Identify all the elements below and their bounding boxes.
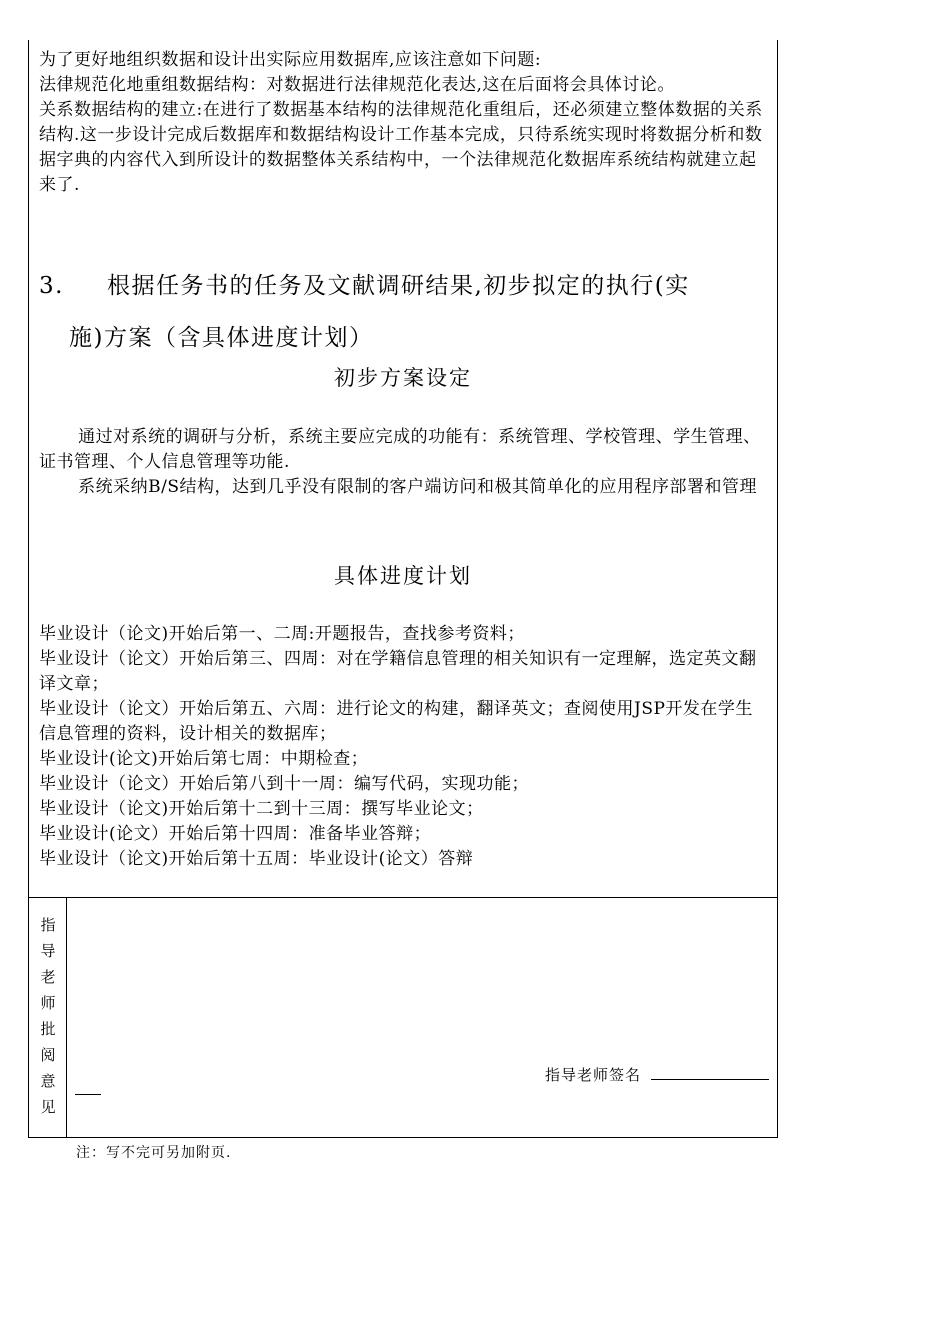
section-title-line2: 施)方案（含具体进度计划） <box>69 325 374 351</box>
section-number: 3. <box>39 273 64 299</box>
plan-item: 毕业设计(论文)开始后第七周：中期检查； <box>39 749 369 769</box>
review-label-char: 见 <box>40 1098 56 1116</box>
signature-label: 指导老师签名 <box>544 1066 641 1084</box>
review-row <box>29 898 777 1138</box>
review-label-char: 师 <box>40 994 56 1012</box>
review-label-char: 阅 <box>40 1046 56 1064</box>
plan-item: 毕业设计（论文)开始后第十五周：毕业设计(论文）答辩 <box>39 849 474 869</box>
scheme-paragraph: 系统采纳B/S结构，达到几乎没有限制的客户端访问和极其简单化的应用程序部署和管理 <box>78 477 757 497</box>
section-title-line1: 根据任务书的任务及文献调研结果,初步拟定的执行(实 <box>107 273 690 299</box>
scheme-block <box>29 425 777 500</box>
scheme-paragraph: 通过对系统的调研与分析，系统主要应完成的功能有：系统管理、学校管理、学生管理、证书管理、个人信息管理等功能. <box>39 427 761 472</box>
signature-line-continuation <box>75 1094 101 1095</box>
plan-item: 毕业设计(论文）开始后第十四周：准备毕业答辩； <box>39 824 432 844</box>
intro-line: 为了更好地组织数据和设计出实际应用数据库,应该注意如下问题: <box>39 50 542 70</box>
review-label-char: 老 <box>40 968 56 986</box>
intro-block <box>29 48 777 198</box>
plan-item: 毕业设计（论文)开始后第十二到十三周：撰写毕业论文； <box>39 799 484 819</box>
review-label-cell <box>29 898 67 1138</box>
scheme-title: 初步方案设定 <box>334 366 472 390</box>
review-label <box>29 912 67 1120</box>
plan-item: 毕业设计（论文）开始后第三、四周：对在学籍信息管理的相关知识有一定理解，选定英文翻译文章； <box>39 649 757 694</box>
signature-line[interactable] <box>651 1067 769 1080</box>
plan-item: 毕业设计（论文）开始后第八到十一周：编写代码，实现功能； <box>39 774 529 794</box>
content-cell <box>29 40 777 898</box>
plan-item: 毕业设计（论文）开始后第五、六周：进行论文的构建，翻译英文；查阅使用JSP开发在学生信息管理的资料，设计相关的数据库； <box>39 699 753 744</box>
plan-item: 毕业设计（论文)开始后第一、二周:开题报告，查找参考资料； <box>39 624 525 644</box>
plan-list <box>29 622 777 872</box>
section-3-heading <box>39 260 767 364</box>
review-label-char: 导 <box>40 942 56 960</box>
review-label-char: 指 <box>40 916 56 934</box>
plan-title: 具体进度计划 <box>334 564 472 588</box>
intro-line: 法律规范化地重组数据结构：对数据进行法律规范化表达,这在后面将会具体讨论。 <box>39 75 675 95</box>
form-table <box>28 40 778 1138</box>
signature-area <box>545 1064 769 1085</box>
review-label-char: 批 <box>40 1020 56 1038</box>
footer-note: 注：写不完可另加附页. <box>76 1145 232 1161</box>
review-label-char: 意 <box>40 1072 56 1090</box>
intro-line: 关系数据结构的建立:在进行了数据基本结构的法律规范化重组后，还必须建立整体数据的关系结构.这一步设计完成后数据库和数据结构设计工作基本完成，只待系统实现时将数据分析和数据字典的内容代入到所设计的数据整体关系结构中，一个法律规范化数据库系统结构就建立起来了. <box>39 100 763 195</box>
